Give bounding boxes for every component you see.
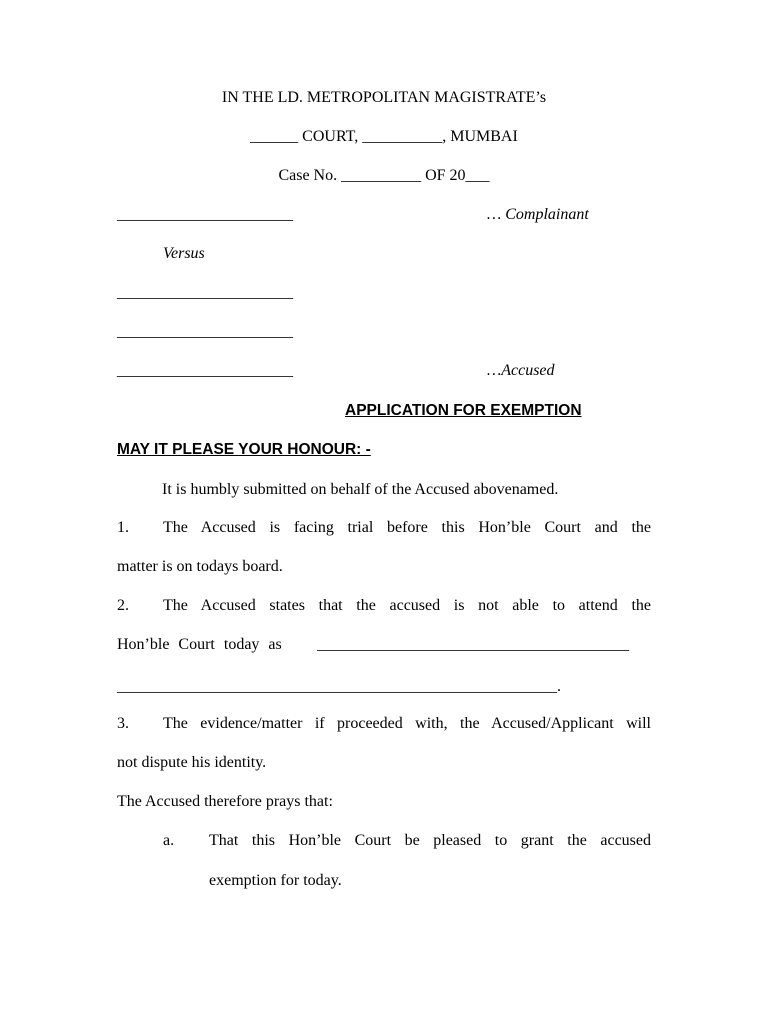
prayer-intro: The Accused therefore prays that: [117, 793, 333, 810]
para1-number: 1. [117, 519, 129, 536]
para2-line2-blank: _______________________________________ [317, 636, 629, 653]
para3-line1: The evidence/matter if proceeded with, the Accused/Applicant will [163, 715, 651, 732]
accused-blank-1: ______________________ [117, 284, 293, 301]
para3-number: 3. [117, 715, 129, 732]
para2-line1: The Accused states that the accused is not able to attend the [163, 597, 651, 614]
case-number: Case No. __________ OF 20___ [278, 167, 490, 184]
prayer-a-line1: That this Hon’ble Court be pleased to grant the accused [209, 832, 651, 849]
court-heading: IN THE LD. METROPOLITAN MAGISTRATE’s [221, 89, 547, 106]
complainant-label: … Complainant [487, 206, 589, 223]
salutation: MAY IT PLEASE YOUR HONOUR: - [117, 441, 371, 458]
accused-blank-2: ______________________ [117, 323, 293, 340]
complainant-blank: ______________________ [117, 206, 293, 223]
prayer-a-line2: exemption for today. [209, 872, 342, 889]
prayer-a-label: a. [163, 832, 175, 849]
accused-blank-3: ______________________ [117, 362, 293, 379]
accused-label: …Accused [487, 362, 555, 379]
para3-line2: not dispute his identity. [117, 754, 267, 771]
versus-label: Versus [163, 245, 205, 262]
document-title: APPLICATION FOR EXEMPTION [345, 402, 582, 419]
court-name-line: ______ COURT, __________, MUMBAI [250, 128, 518, 145]
para2-line2-text: Hon’ble Court today as [117, 636, 282, 653]
para1-line1: The Accused is facing trial before this Hon’ble Court and the [163, 519, 651, 536]
para1-line2: matter is on todays board. [117, 558, 283, 575]
para2-number: 2. [117, 597, 129, 614]
intro-paragraph: It is humbly submitted on behalf of the Accused abovenamed. [162, 481, 559, 498]
para2-line3: _______________________________________________________. [117, 678, 561, 695]
